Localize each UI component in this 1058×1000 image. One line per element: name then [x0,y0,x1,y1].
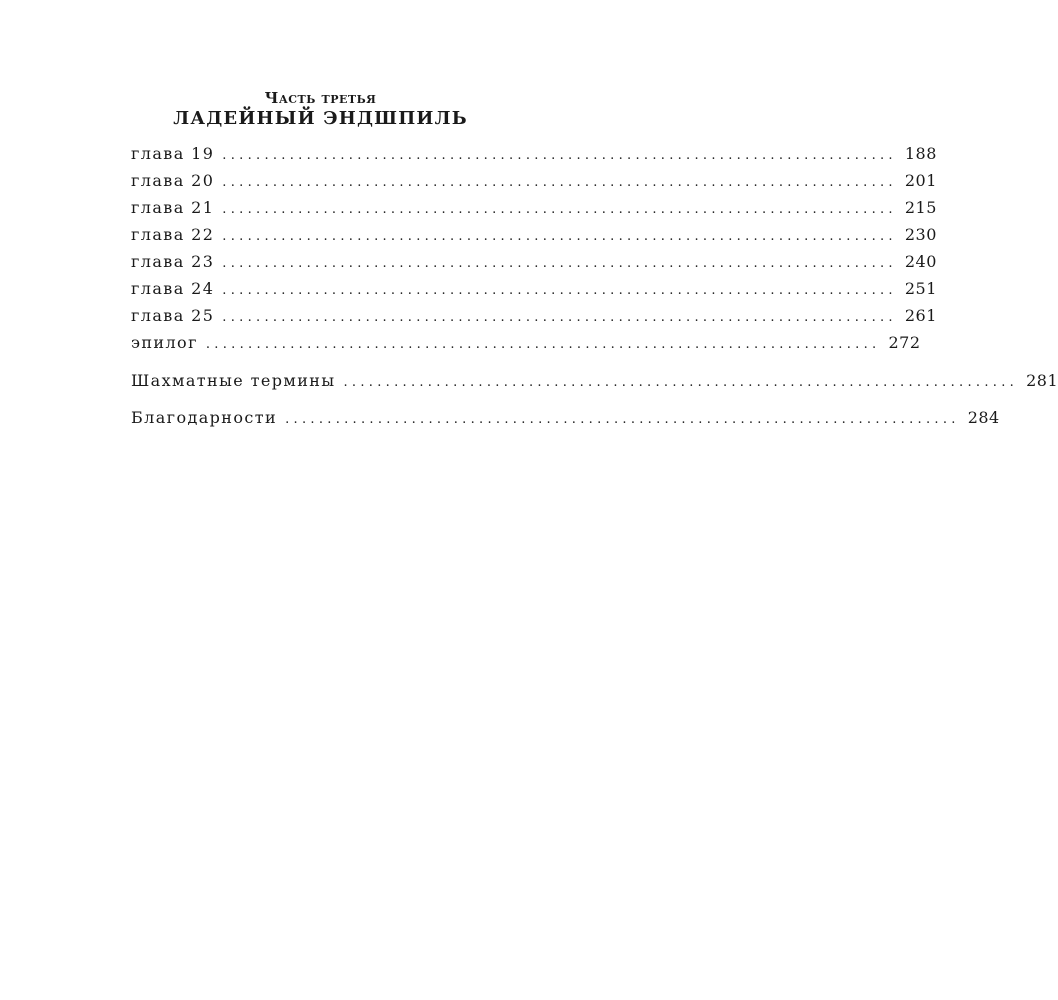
toc-entry-label: глава 23 [131,252,215,271]
toc-leader-dots: ................................................................................ [222,283,897,298]
toc-page-number: 284 [967,408,1000,427]
toc-page-number: 188 [904,144,937,163]
toc-leader-dots: ................................................................................ [222,229,897,244]
toc-leader-dots: ................................................................................ [222,175,897,190]
toc-entry-acknowledgements [131,408,1000,428]
toc-entry-chapter-23 [131,252,937,272]
toc-entry-label: глава 24 [131,279,215,298]
toc-entry-chapter-24 [131,279,937,299]
toc-entry-label: эпилог [131,333,198,352]
toc-page-number: 281 [1026,371,1058,390]
toc-entry-epilogue [131,333,921,353]
toc-entry-label: глава 21 [131,198,215,217]
toc-entry-label: Благодарности [131,408,278,427]
toc-page-number: 261 [904,306,937,325]
toc-entry-chess-terms [131,371,1058,391]
toc-leader-dots: ................................................................................ [222,148,897,163]
toc-entry-label: глава 22 [131,225,215,244]
toc-page-number: 240 [904,252,937,271]
toc-entry-label: Шахматные термины [131,371,336,390]
toc-leader-dots: ................................................................................ [285,412,960,427]
toc-entry-chapter-21 [131,198,937,218]
toc-entry-label: глава 25 [131,306,215,325]
toc-entry-chapter-19 [131,144,937,164]
toc-page-number: 201 [904,171,937,190]
toc-page-number: 215 [904,198,937,217]
toc-leader-dots: ................................................................................ [222,310,897,325]
toc-entry-chapter-22 [131,225,937,245]
toc-leader-dots: ................................................................................ [222,202,897,217]
toc-entry-label: глава 19 [131,144,215,163]
part-title: ЛАДЕЙНЫЙ ЭНДШПИЛЬ [173,108,468,129]
toc-leader-dots: ................................................................................ [343,375,1019,390]
toc-page-number: 230 [904,225,937,244]
part-label: Часть третья [264,89,377,107]
toc-entry-chapter-25 [131,306,937,326]
toc-entry-chapter-20 [131,171,937,191]
toc-page-number: 272 [888,333,921,352]
toc-entry-label: глава 20 [131,171,215,190]
toc-leader-dots: ................................................................................ [222,256,897,271]
toc-leader-dots: ................................................................................ [205,337,881,352]
toc-page-number: 251 [904,279,937,298]
